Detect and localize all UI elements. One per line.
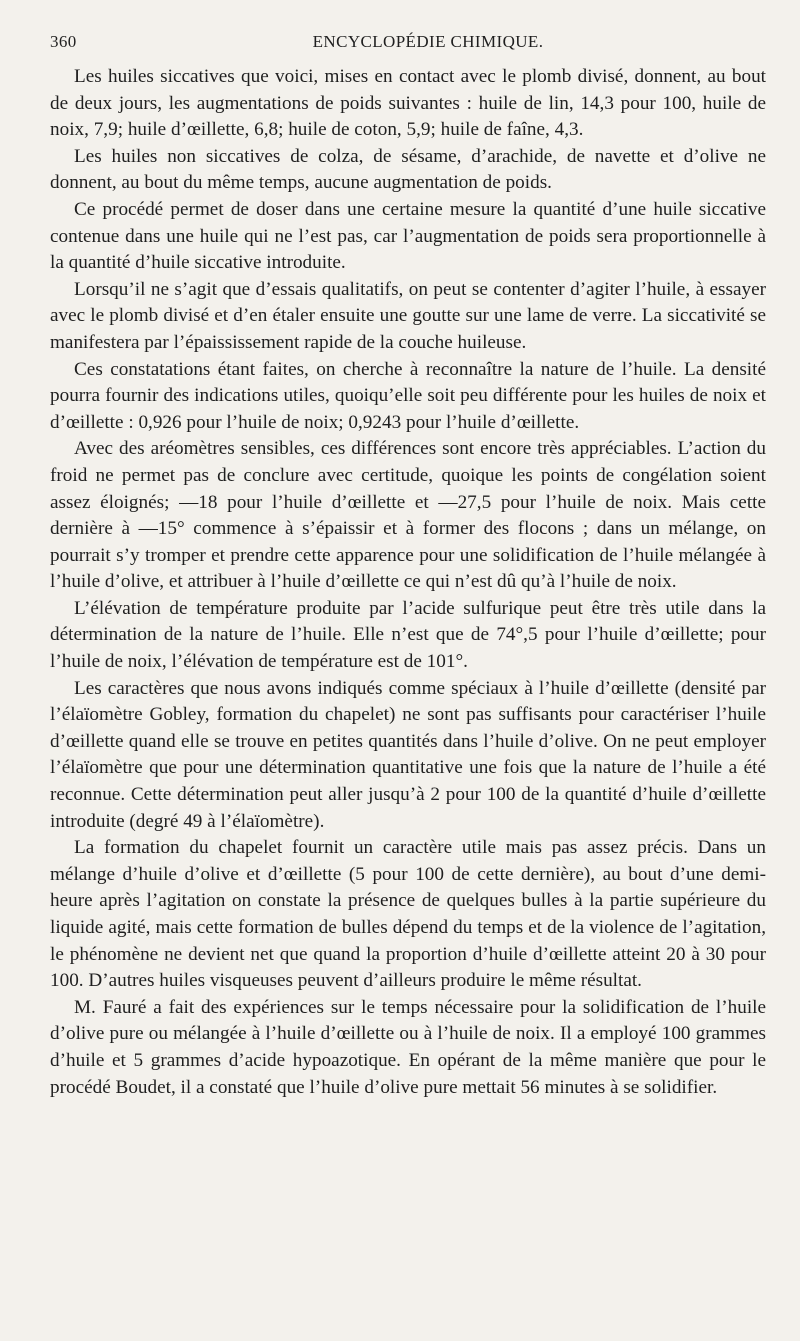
body-text: [50, 64, 766, 1101]
paragraph-5: Ces constatations étant faites, on cherche à reconnaître la nature de l’huile. La densité pourra fournir des indications utiles, quoiqu’elle soit peu différente pour les huiles de noix et d’œillette : 0,926 pour l’huile de noix; 0,9243 pour l’huile d’œillette.: [50, 358, 766, 433]
paragraph-8: Les caractères que nous avons indiqués comme spéciaux à l’huile d’œillette (densité par l’élaïomètre Gobley, formation du chapelet) ne sont pas suffisants pour caractériser l’huile d’œillette quand elle se trouve en petites quantités dans l’huile d’olive. On ne peut employer l’élaïomètre que pour une détermination quantitative une fois que la nature de l’huile a été reconnue. Cette détermination peut aller jusqu’à 2 pour 100 de la quantité d’huile d’œillette introduite (degré 49 à l’élaïomètre).: [50, 677, 766, 832]
paragraph-2: Les huiles non siccatives de colza, de sésame, d’arachide, de navette et d’olive ne donnent, au bout du même temps, aucune augmentation de poids.: [50, 145, 766, 194]
paragraph-10: M. Fauré a fait des expériences sur le temps nécessaire pour la solidification de l’huile d’olive pure ou mélangée à l’huile d’œillette ou à l’huile de noix. Il a employé 100 grammes d’huile et 5 grammes d’acide hypoazotique. En opérant de la même manière que pour le procédé Boudet, il a constaté que l’huile d’olive pure mettait 56 minutes à se solidifier.: [50, 996, 766, 1098]
paragraph-9: La formation du chapelet fournit un caractère utile mais pas assez précis. Dans un mélange d’huile d’olive et d’œillette (5 pour 100 de cette dernière), au bout d’une demi-heure après l’agitation on constate la présence de quelques bulles à la partie supérieure du liquide agité, mais cette formation de bulles dépend du temps et de la violence de l’agitation, le phénomène ne devient net que quand la proportion d’huile d’œillette atteint 20 à 30 pour 100. D’autres huiles visqueuses peuvent d’ailleurs produire le même résultat.: [50, 837, 766, 992]
paragraph-3: Ce procédé permet de doser dans une certaine mesure la quantité d’une huile siccative contenue dans une huile qui ne l’est pas, car l’augmentation de poids sera proportionnelle à la quantité d’huile siccative introduite.: [50, 198, 766, 274]
paragraph-7: L’élévation de température produite par l’acide sulfurique peut être très utile dans la détermination de la nature de l’huile. Elle n’est que de 74°,5 pour l’huile d’œillette; pour l’huile de noix, l’élévation de température est de 101°.: [50, 597, 766, 673]
page-number: 360: [50, 32, 77, 51]
paragraph-6: Avec des aréomètres sensibles, ces différences sont encore très appréciables. L’action du froid ne permet pas de conclure avec certitude, quoique les points de congélation soient assez éloignés; —18 pour l’huile d’œillette et —27,5 pour l’huile de noix. Mais cette dernière à —15° commence à s’épaissir et à former des flocons ; dans un mélange, on pourrait s’y tromper et prendre cette apparence pour une solidification de l’huile mélangée à l’huile d’olive, et attribuer à l’huile d’œillette ce qui n’est dû qu’à l’huile de noix.: [50, 438, 766, 593]
paragraph-1: Les huiles siccatives que voici, mises en contact avec le plomb divisé, donnent, au bout de deux jours, les augmentations de poids suivantes : huile de lin, 14,3 pour 100, huile de noix, 7,9; huile d’œillette, 6,8; huile de coton, 5,9; huile de faîne, 4,3.: [50, 66, 766, 141]
page-header: [50, 30, 766, 64]
paragraph-4: Lorsqu’il ne s’agit que d’essais qualitatifs, on peut se contenter d’agiter l’huile, à essayer avec le plomb divisé et d’en étaler ensuite une goutte sur une lame de verre. La siccativité se manifestera par l’épaississement rapide de la couche huileuse.: [50, 278, 766, 353]
running-title: ENCYCLOPÉDIE CHIMIQUE.: [312, 32, 544, 51]
